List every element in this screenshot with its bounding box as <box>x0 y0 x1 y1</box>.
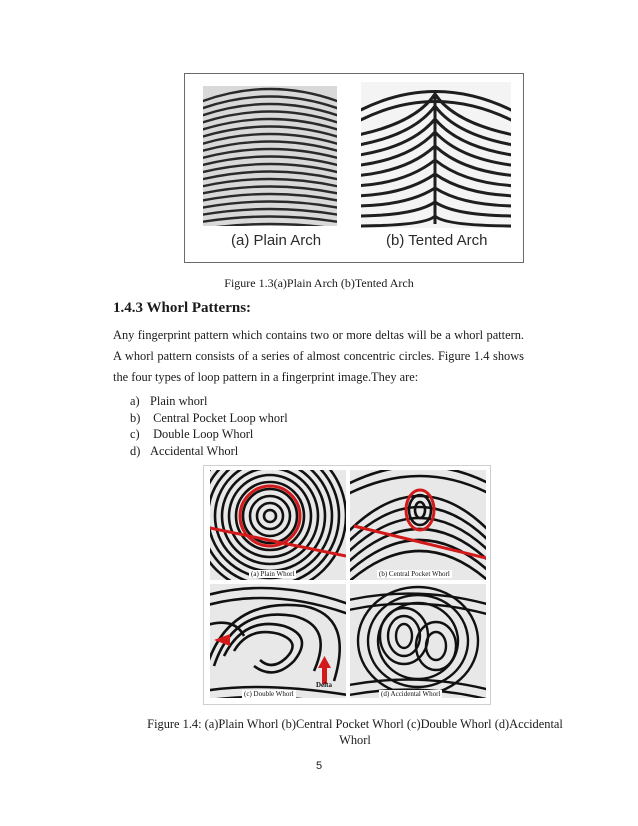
figure-1-3-caption: Figure 1.3(a)Plain Arch (b)Tented Arch <box>224 276 414 290</box>
list-text: Central Pocket Loop whorl <box>150 410 288 425</box>
plain-whorl-label: (a) Plain Whorl <box>251 570 295 578</box>
caption-line-2: Whorl <box>339 733 371 747</box>
plain-arch-print <box>195 86 345 230</box>
list-marker: a) <box>130 394 140 408</box>
caption-line-1: Figure 1.4: (a)Plain Whorl (b)Central Pocket Whorl (c)Double Whorl (d)Accidental <box>147 717 563 731</box>
list-item <box>130 426 288 443</box>
list-text: Accidental Whorl <box>150 443 239 458</box>
page-number: 5 <box>315 760 323 772</box>
central-pocket-whorl-label: (b) Central Pocket Whorl <box>379 570 450 578</box>
whorl-fingerprints-image <box>204 466 490 704</box>
list-marker: b) <box>130 410 141 425</box>
figure-1-4 <box>203 465 491 705</box>
list-text: Double Loop Whorl <box>150 427 254 441</box>
figure-1-3 <box>184 73 524 263</box>
list-text: Plain whorl <box>150 394 208 408</box>
whorl-types-list <box>130 393 288 459</box>
list-marker: d) <box>130 443 141 458</box>
double-whorl-label: (c) Double Whorl <box>244 690 294 698</box>
list-marker: c) <box>130 427 140 441</box>
section-paragraph: Any fingerprint pattern which contains two or more deltas will be a whorl pattern. A whorl pattern consists of a series of almost concentric circles. Figure 1.4 shows the four types of loop pattern in a fingerprint image.They are: <box>113 328 524 384</box>
section-heading: 1.4.3 Whorl Patterns: <box>113 300 252 316</box>
figure-1-4-caption <box>140 716 570 748</box>
accidental-whorl-label: (d) Accidental Whorl <box>381 690 441 698</box>
list-item <box>130 393 288 410</box>
delta-label: Delta <box>316 681 332 689</box>
list-item <box>130 443 288 460</box>
tented-arch-print <box>353 82 519 228</box>
plain-arch-label: (a) Plain Arch <box>231 232 322 249</box>
list-item <box>130 410 288 427</box>
tented-arch-label: (b) Tented Arch <box>386 232 488 249</box>
